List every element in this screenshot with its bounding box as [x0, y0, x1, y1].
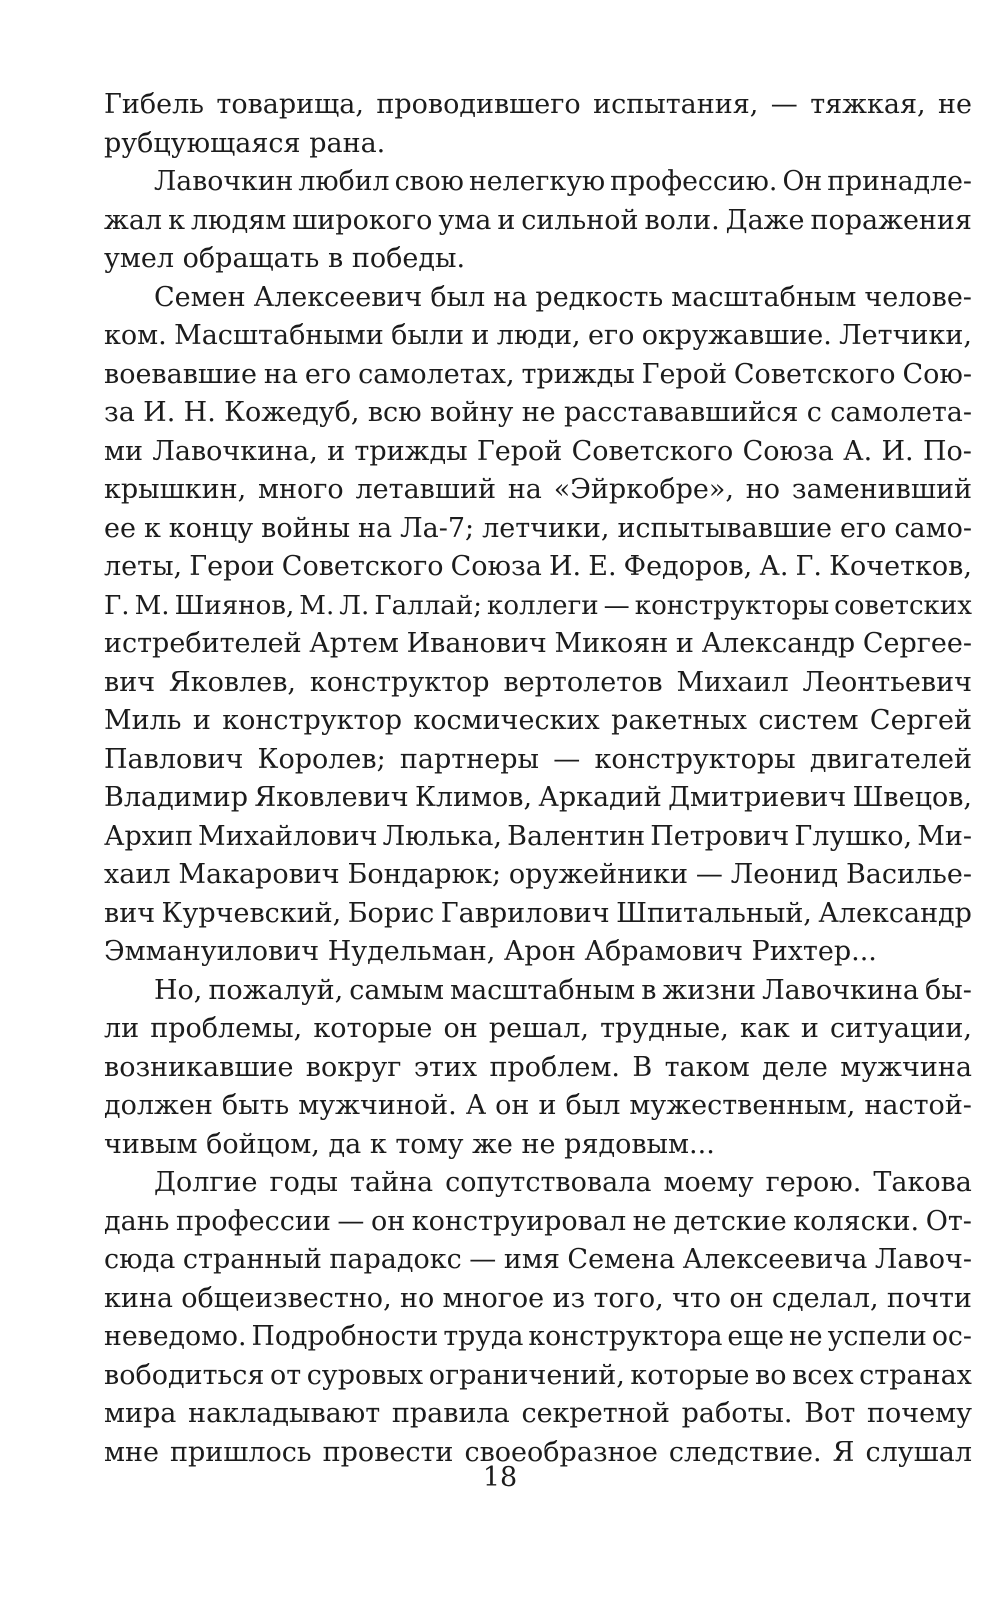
text-line: Гибель товарища, проводившего испытания, — тяжкая, не: [104, 89, 972, 120]
body-text: [104, 86, 972, 1472]
text-line: возникавшие вокруг этих проблем. В таком деле мужчина: [104, 1051, 972, 1083]
text-line: воевавшие на его самолетах, трижды Герой Советского Сою-: [104, 358, 972, 390]
text-line: хаил Макарович Бондарюк; оружейники — Леонид Василье-: [104, 859, 972, 890]
text-line: Миль и конструктор космических ракетных систем Сергей: [104, 705, 972, 736]
text-line: кина общеизвестно, но многое из того, что он сделал, почти: [104, 1282, 972, 1314]
text-line: дань профессии — он конструировал не детские коляски. От-: [104, 1205, 972, 1237]
text-line: Но, пожалуй, самым масштабным в жизни Лавочкина бы-: [154, 974, 972, 1006]
text-line: вич Яковлев, конструктор вертолетов Михаил Леонтьевич: [104, 666, 972, 698]
text-line: мира накладывают правила секретной работы. Вот почему: [104, 1398, 972, 1429]
text-line: за И. Н. Кожедуб, всю войну не расстававшийся с самолета-: [104, 397, 972, 428]
text-line: вободиться от суровых ограничений, которые во всех странах: [104, 1359, 972, 1391]
page-number: 18: [482, 1462, 518, 1493]
text-line: мне пришлось провести своеобразное следствие. Я слушал: [104, 1436, 972, 1468]
text-line: ми Лавочкина, и трижды Герой Советского Союза А. И. По-: [104, 435, 972, 467]
text-line: неведомо. Подробности труда конструктора еще не успели ос-: [104, 1321, 972, 1352]
text-line: Лавочкин любил свою нелегкую профессию. Он принадле-: [154, 166, 972, 197]
text-line: ли проблемы, которые он решал, трудные, как и ситуации,: [104, 1013, 972, 1044]
text-line: жал к людям широкого ума и сильной воли. Даже поражения: [104, 204, 972, 236]
text-line: должен быть мужчиной. А он и был мужественным, настой-: [104, 1090, 972, 1121]
text-line: Архип Михайлович Люлька, Валентин Петрович Глушко, Ми-: [104, 820, 972, 852]
text-line: леты, Герои Советского Союза И. Е. Федоров, А. Г. Кочетков,: [104, 551, 972, 582]
text-line: Семен Алексеевич был на редкость масштабным челове-: [154, 281, 972, 313]
text-line: Эммануилович Нудельман, Арон Абрамович Рихтер...: [104, 936, 877, 967]
text-line: ком. Масштабными были и люди, его окружавшие. Летчики,: [104, 320, 972, 351]
text-line: крышкин, много летавший на «Эйркобре», но заменивший: [104, 474, 972, 505]
text-line: сюда странный парадокс — имя Семена Алексеевича Лавоч-: [104, 1244, 972, 1275]
text-line: ее к концу войны на Ла-7; летчики, испытывавшие его само-: [104, 512, 972, 544]
text-line: рубцующаяся рана.: [104, 127, 386, 159]
text-line: Долгие годы тайна сопутствовала моему герою. Такова: [154, 1167, 972, 1198]
text-line: вич Курчевский, Борис Гаврилович Шпитальный, Александр: [104, 897, 972, 929]
text-line: Г. М. Шиянов, М. Л. Галлай; коллеги — конструкторы советских: [104, 590, 972, 621]
text-line: истребителей Артем Иванович Микоян и Александр Сергее-: [104, 628, 972, 659]
text-line: Владимир Яковлевич Климов, Аркадий Дмитриевич Швецов,: [104, 782, 972, 813]
text-line: чивым бойцом, да к тому же не рядовым...: [104, 1128, 715, 1160]
text-line: Павлович Королев; партнеры — конструкторы двигателей: [104, 743, 972, 775]
text-line: умел обращать в победы.: [104, 243, 466, 274]
